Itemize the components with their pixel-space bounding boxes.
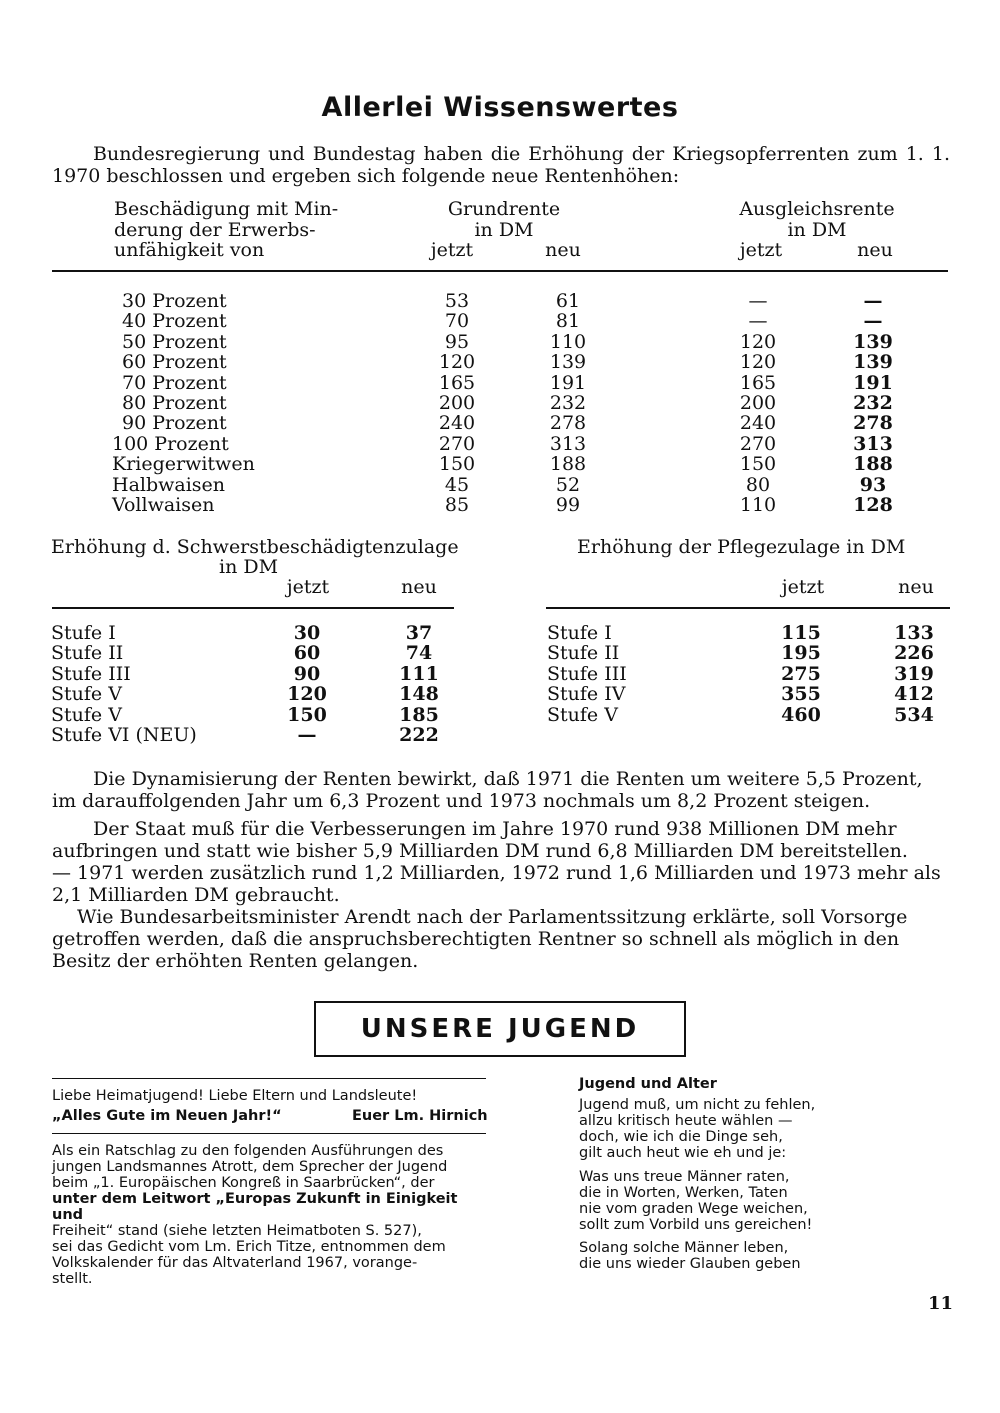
left-table-title: Erhöhung d. Schwerstbeschädigtenzulage [51, 536, 459, 558]
header-category-line: derung der Erwerbs- [114, 218, 316, 241]
youth-text-line: unter dem Leitwort „Europas Zukunft in Einigkeit und [52, 1191, 458, 1223]
main-row-a-jetzt: 165 [739, 371, 777, 394]
main-table-header-ausgleichsrente [712, 199, 922, 240]
right-row-jetzt: 460 [781, 703, 821, 726]
left-row-neu: 185 [399, 703, 439, 726]
right-row-label: Stufe IV [547, 683, 626, 706]
youth-text-line: Als ein Ratschlag zu den folgenden Ausführungen des [52, 1143, 444, 1159]
main-row-g-neu: 188 [549, 453, 587, 476]
right-row-neu: 226 [894, 642, 934, 665]
main-row-a-jetzt: 120 [739, 351, 777, 374]
main-table-header-grundrente [404, 199, 604, 240]
main-row-g-jetzt: 85 [444, 494, 470, 516]
right-row-neu: 133 [894, 622, 934, 644]
youth-text-line: sei das Gedicht vom Lm. Erich Titze, entnommen dem [52, 1239, 446, 1255]
youth-signature: Euer Lm. Hirnich [352, 1108, 488, 1124]
paragraph-line: Der Staat muß für die Verbesserungen im Jahre 1970 rund 938 Millionen DM mehr [93, 818, 897, 840]
main-row-g-jetzt: 165 [438, 371, 476, 394]
main-row-a-neu: 188 [853, 453, 893, 476]
main-row-label: Vollwaisen [112, 494, 215, 516]
main-col-a-jetzt: jetzt [739, 239, 783, 261]
main-row-g-neu: 139 [549, 351, 587, 374]
header-category-line: unfähigkeit von [114, 239, 265, 261]
main-row-a-neu: 232 [853, 392, 893, 414]
main-row-g-neu: 99 [555, 494, 581, 516]
main-row-a-neu: — [863, 290, 883, 312]
right-row-label: Stufe I [547, 622, 612, 644]
main-row-label: 30 Prozent [122, 290, 227, 312]
paragraph-line: im darauffolgenden Jahr um 6,3 Prozent und 1973 nochmals um 8,2 Prozent steigen. [52, 790, 871, 812]
right-row-label: Stufe III [547, 662, 627, 685]
main-row-g-neu: 52 [555, 473, 581, 496]
header-ausgleichsrente-unit: in DM [787, 218, 847, 241]
left-row-label: Stufe V [51, 683, 122, 706]
main-row-label: 100 Prozent [112, 432, 229, 455]
main-row-label: 80 Prozent [122, 392, 227, 414]
main-row-g-jetzt: 53 [444, 290, 470, 312]
main-row-g-jetzt: 240 [438, 412, 476, 435]
left-row-jetzt: — [297, 724, 317, 746]
youth-wish: „Alles Gute im Neuen Jahr!“ [52, 1108, 282, 1124]
youth-text-line: beim „1. Europäischen Kongreß in Saarbrücken“, der [52, 1175, 435, 1191]
main-row-g-neu: 81 [555, 310, 581, 333]
header-grundrente-unit: in DM [474, 218, 534, 241]
right-col-neu: neu [898, 576, 934, 598]
right-row-neu: 534 [894, 703, 934, 726]
paragraph-line: Besitz der erhöhten Renten gelangen. [52, 950, 419, 972]
main-row-label: 60 Prozent [122, 351, 227, 374]
intro-paragraph [52, 143, 950, 187]
main-row-a-neu: 191 [853, 371, 893, 394]
section-heading-box: UNSERE JUGEND [314, 1001, 686, 1057]
poem-line: doch, wie ich die Dinge seh, [579, 1129, 783, 1145]
main-table-rule [52, 270, 948, 272]
main-row-a-jetzt: 240 [739, 412, 777, 435]
main-row-a-neu: 93 [859, 473, 887, 496]
paragraph-dynamisierung [52, 768, 952, 812]
right-row-label: Stufe II [547, 642, 620, 665]
main-row-g-neu: 313 [549, 432, 587, 455]
right-row-neu: 412 [894, 683, 934, 706]
main-row-a-neu: 139 [853, 330, 893, 353]
paragraph-line: — 1971 werden zusätzlich rund 1,2 Milliarden, 1972 rund 1,6 Milliarden und 1973 mehr als [52, 862, 941, 884]
main-row-a-jetzt: 270 [739, 432, 777, 455]
main-row-g-neu: 191 [549, 371, 587, 394]
poem-line: die uns wieder Glauben geben [579, 1256, 801, 1272]
header-category-line: Beschädigung mit Min- [114, 198, 339, 220]
poem-stanza-1 [579, 1097, 815, 1161]
main-row-label: 70 Prozent [122, 371, 227, 394]
paragraph-line: 2,1 Milliarden DM gebraucht. [52, 884, 340, 906]
paragraph-arendt [52, 906, 952, 972]
poem-title: Jugend und Alter [579, 1076, 717, 1092]
main-row-g-neu: 278 [549, 412, 587, 435]
paragraph-line: Wie Bundesarbeitsminister Arendt nach der Parlamentssitzung erklärte, soll Vorsorge [77, 906, 908, 928]
main-row-a-neu: 313 [853, 432, 893, 455]
main-table-header-category [114, 199, 338, 261]
left-col-jetzt: jetzt [286, 576, 330, 598]
poem-line: gilt auch heut wie eh und je: [579, 1145, 787, 1161]
main-row-a-jetzt: 200 [739, 392, 777, 414]
main-row-g-jetzt: 45 [444, 473, 470, 496]
left-row-label: Stufe VI (NEU) [51, 724, 197, 746]
right-col-jetzt: jetzt [781, 576, 825, 598]
intro-text: Bundesregierung und Bundestag haben die Erhöhung der Kriegsopferrenten zum 1. 1. 1970 beschlossen und ergeben sich folgende neue Rentenhöhen: [52, 143, 950, 187]
left-row-jetzt: 90 [293, 662, 321, 685]
main-row-label: 50 Prozent [122, 330, 227, 353]
main-row-label: 40 Prozent [122, 310, 227, 333]
main-row-label: Kriegerwitwen [112, 453, 255, 476]
main-col-a-neu: neu [857, 239, 893, 261]
main-row-label: 90 Prozent [122, 412, 227, 435]
left-row-neu: 222 [399, 724, 439, 746]
main-row-g-neu: 110 [549, 330, 587, 353]
youth-text-line: Volkskalender für das Altvaterland 1967, vorange- [52, 1255, 418, 1271]
left-row-neu: 148 [399, 683, 439, 706]
left-table-unit: in DM [219, 556, 279, 578]
main-row-a-jetzt: — [748, 290, 768, 312]
left-table-rule [52, 607, 454, 609]
left-row-neu: 74 [405, 642, 433, 665]
main-row-g-jetzt: 120 [438, 351, 476, 374]
main-row-g-neu: 61 [555, 290, 581, 312]
youth-text [52, 1143, 488, 1287]
poem-line: sollt zum Vorbild uns gereichen! [579, 1217, 813, 1233]
youth-text-line: jungen Landsmannes Atrott, dem Sprecher der Jugend [52, 1159, 448, 1175]
poem-stanza-3 [579, 1240, 801, 1272]
left-row-jetzt: 60 [293, 642, 321, 665]
header-ausgleichsrente-title: Ausgleichsrente [739, 198, 895, 220]
left-row-label: Stufe II [51, 642, 124, 665]
left-col-neu: neu [401, 576, 437, 598]
youth-text-line: stellt. [52, 1271, 93, 1287]
poem-line: Solang solche Männer leben, [579, 1240, 789, 1256]
main-row-g-jetzt: 270 [438, 432, 476, 455]
main-row-g-jetzt: 150 [438, 453, 476, 476]
page-number: 11 [928, 1293, 954, 1314]
left-row-label: Stufe I [51, 622, 116, 644]
paragraph-line: getroffen werden, daß die anspruchsberechtigten Rentner so schnell als möglich in den [52, 928, 900, 950]
left-row-label: Stufe III [51, 662, 131, 685]
paragraph-line: Die Dynamisierung der Renten bewirkt, daß 1971 die Renten um weitere 5,5 Prozent, [93, 768, 923, 790]
youth-text-line: Freiheit“ stand (siehe letzten Heimatboten S. 527), [52, 1223, 422, 1239]
right-table-rule [546, 607, 950, 609]
left-row-jetzt: 120 [287, 683, 327, 706]
youth-greeting: Liebe Heimatjugend! Liebe Eltern und Landsleute! [52, 1088, 418, 1104]
main-row-a-neu: — [863, 310, 883, 333]
main-row-a-jetzt: 110 [739, 494, 777, 516]
main-row-g-jetzt: 70 [444, 310, 470, 333]
main-row-a-jetzt: 150 [739, 453, 777, 476]
page-title: Allerlei Wissenswertes [321, 92, 679, 123]
main-row-a-jetzt: — [748, 310, 768, 333]
youth-top-rule [52, 1078, 486, 1079]
main-row-g-neu: 232 [549, 392, 587, 414]
main-row-a-neu: 278 [853, 412, 893, 435]
main-row-a-neu: 139 [853, 351, 893, 374]
poem-line: die in Worten, Werken, Taten [579, 1185, 788, 1201]
right-row-jetzt: 195 [781, 642, 821, 665]
left-row-label: Stufe V [51, 703, 122, 726]
main-row-label: Halbwaisen [112, 473, 226, 496]
right-row-jetzt: 275 [781, 662, 821, 685]
poem-line: Jugend muß, um nicht zu fehlen, [579, 1097, 816, 1113]
main-row-a-jetzt: 120 [739, 330, 777, 353]
main-row-a-jetzt: 80 [745, 473, 771, 496]
left-row-jetzt: 150 [287, 703, 327, 726]
paragraph-staat [52, 818, 952, 906]
main-row-g-jetzt: 200 [438, 392, 476, 414]
poem-line: allzu kritisch heute wählen — [579, 1113, 793, 1129]
main-col-g-neu: neu [545, 239, 581, 261]
poem-line: nie vom graden Wege weichen, [579, 1201, 808, 1217]
right-table-title: Erhöhung der Pflegezulage in DM [577, 536, 906, 558]
left-row-neu: 111 [399, 662, 439, 685]
poem-line: Was uns treue Männer raten, [579, 1169, 790, 1185]
main-row-g-jetzt: 95 [444, 330, 470, 353]
right-row-neu: 319 [894, 662, 934, 685]
right-row-label: Stufe V [547, 703, 618, 726]
left-row-neu: 37 [405, 622, 433, 644]
left-row-jetzt: 30 [293, 622, 321, 644]
main-row-a-neu: 128 [853, 494, 893, 516]
main-col-g-jetzt: jetzt [430, 239, 474, 261]
right-row-jetzt: 355 [781, 683, 821, 706]
youth-mid-rule [52, 1133, 486, 1134]
right-row-jetzt: 115 [781, 622, 821, 644]
header-grundrente-title: Grundrente [447, 198, 561, 220]
paragraph-line: aufbringen und statt wie bisher 5,9 Milliarden DM rund 6,8 Milliarden DM bereitstellen. [52, 840, 908, 862]
poem-stanza-2 [579, 1169, 812, 1233]
